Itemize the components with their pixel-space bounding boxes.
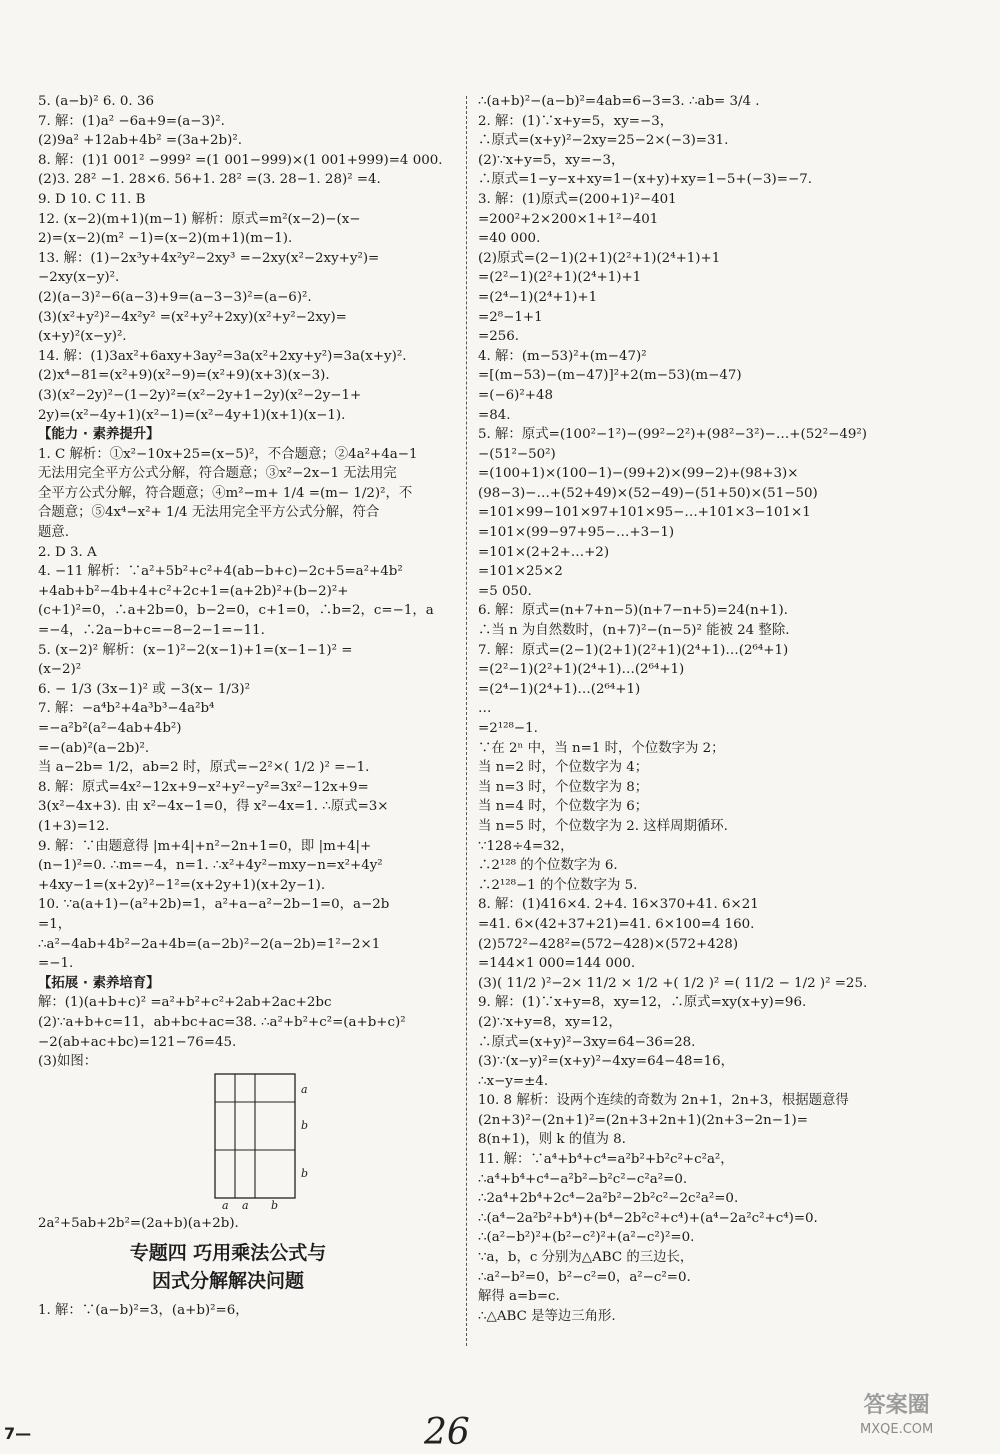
text-line: 当 n=5 时，个位数字为 2. 这样周期循环.	[478, 818, 728, 834]
text-line: 当 n=3 时，个位数字为 8；	[478, 779, 649, 795]
text-line: 8. 解：(1)1 001² −999² =(1 001−999)×(1 001+999)=4 000.	[38, 152, 443, 168]
text-line: −2xy(x−y)².	[38, 270, 120, 286]
text-line: =5 050.	[478, 583, 532, 599]
text-line: 8(n+1)，则 k 的值为 8.	[478, 1132, 626, 1148]
text-line: 12. (x−2)(m+1)(m−1) 解析：原式=m²(x−2)−(x−	[38, 211, 361, 227]
text-line: (2)∵x+y=5，xy=−3，	[478, 152, 625, 168]
text-line: (2)∵x+y=8，xy=12，	[478, 1014, 622, 1030]
text-line: 4. 解：(m−53)²+(m−47)²	[478, 348, 647, 364]
section-heading-extension: 【拓展 · 素养培育】	[38, 975, 160, 991]
text-line: (2)3. 28² −1. 28×6. 56+1. 28² =(3. 28−1. 28)² =4.	[38, 172, 381, 188]
text-line: (2)9a² +12ab+4b² =(3a+2b)².	[38, 133, 242, 149]
text-line: 合题意；⑤4x⁴−x²+ 1/4 无法用完全平方公式分解，符合	[38, 505, 380, 521]
text-line: (2)x⁴−81=(x²+9)(x²−9)=(x²+9)(x+3)(x−3).	[38, 368, 330, 384]
text-line: =84.	[478, 407, 511, 423]
text-line: =(−6)²+48	[478, 387, 554, 403]
text-line: 题意.	[38, 525, 70, 541]
text-line: 7. 解：−a⁴b²+4a³b³−4a²b⁴	[38, 701, 215, 717]
text-line: (3)如图：	[38, 1054, 98, 1070]
text-line: 6. 解：原式=(n+7+n−5)(n+7−n+5)=24(n+1).	[478, 603, 788, 619]
figure-bottom-label: b	[271, 1198, 279, 1212]
text-line: 5. 解：原式=(100²−1²)−(99²−2²)+(98²−3²)−…+(52²−49²)	[478, 427, 867, 443]
text-line: 2. D 3. A	[38, 544, 97, 560]
text-line: =40 000.	[478, 231, 541, 247]
section-heading-ability: 【能力 · 素养提升】	[38, 427, 160, 443]
text-line: 6. − 1/3 (3x−1)² 或 −3(x− 1/3)²	[38, 681, 250, 697]
text-line: ∴2¹²⁸ 的个位数字为 6.	[478, 858, 618, 874]
text-line: =(2²−1)(2²+1)(2⁴+1)+1	[478, 270, 642, 286]
text-line: ∴a⁴+b⁴+c⁴−a²b²−b²c²−c²a²=0.	[478, 1171, 688, 1187]
text-line: 9. D 10. C 11. B	[38, 191, 146, 207]
text-line: ∴(a²−b²)²+(b²−c²)²+(a²−c²)²=0.	[478, 1230, 695, 1246]
text-line: 当 n=2 时，个位数字为 4；	[478, 760, 649, 776]
left-column	[38, 92, 458, 1321]
text-line: =(2⁴−1)(2⁴+1)+1	[478, 289, 598, 305]
text-line: −(51²−50²)	[478, 446, 556, 462]
text-line: ∴(a⁴−2a²b²+b⁴)+(b⁴−2b²c²+c⁴)+(a⁴−2a²c²+c⁴)=0.	[478, 1210, 818, 1226]
text-line: (x−2)²	[38, 662, 82, 678]
text-line: ∴2¹²⁸−1 的个位数字为 5.	[478, 877, 638, 893]
text-line: …	[478, 701, 492, 717]
text-line: =2¹²⁸−1.	[478, 721, 538, 736]
text-line: =−1.	[38, 956, 74, 972]
text-line: ∵a，b，c 分别为△ABC 的三边长，	[478, 1250, 694, 1266]
text-line: (2)(a−3)²−6(a−3)+9=(a−3−3)²=(a−6)².	[38, 289, 312, 305]
text-line: (2)572²−428²=(572−428)×(572+428)	[478, 936, 739, 952]
text-line: ∴当 n 为自然数时，(n+7)²−(n−5)² 能被 24 整除.	[478, 623, 790, 639]
text-line: −2(ab+ac+bc)=121−76=45.	[38, 1034, 237, 1050]
text-line: (x+y)²(x−y)².	[38, 329, 127, 345]
text-line: ∴a²−4ab+4b²−2a+4b=(a−2b)²−2(a−2b)=1²−2×1	[38, 936, 381, 952]
text-line: 无法用完全平方公式分解，符合题意；③x²−2x−1 无法用完	[38, 466, 397, 482]
right-column	[478, 92, 968, 1326]
text-line: 1. C 解析：①x²−10x+25=(x−5)²，不合题意；②4a²+4a−1	[38, 446, 418, 462]
text-line: (n−1)²=0. ∴m=−4，n=1. ∴x²+4y²−mxy−n=x²+4y²	[38, 858, 383, 874]
text-line: 9. 解：(1)∵x+y=8，xy=12，∴原式=xy(x+y)=96.	[478, 995, 807, 1011]
text-line: 14. 解：(1)3ax²+6axy+3ay²=3a(x²+2xy+y²)=3a(x+y)².	[38, 348, 407, 364]
text-line: =256.	[478, 329, 520, 345]
text-line: =144×1 000=144 000.	[478, 956, 636, 972]
text-line: ∴原式=(x+y)²−3xy=64−36=28.	[478, 1034, 696, 1050]
text-line: +4xy−1=(x+2y)²−1²=(x+2y+1)(x+2y−1).	[38, 877, 326, 893]
text-line: ∵128÷4=32，	[478, 838, 574, 854]
text-line: =101×(2+2+…+2)	[478, 544, 610, 560]
text-line: ∴原式=(x+y)²−2xy=25−2×(−3)=31.	[478, 133, 729, 149]
text-line: 4. −11 解析：∵a²+5b²+c²+4(ab−b+c)−2c+5=a²+4b²	[38, 564, 403, 580]
figure-side-label: a	[301, 1082, 308, 1096]
watermark-logo	[860, 1394, 933, 1442]
text-line: (2)原式=(2−1)(2+1)(2²+1)(2⁴+1)+1	[478, 250, 721, 266]
text-line: 7. 解：(1)a² −6a+9=(a−3)².	[38, 113, 225, 129]
topic-title	[38, 1239, 418, 1295]
figure-side-label: b	[301, 1166, 309, 1180]
text-line: =(100+1)×(100−1)−(99+2)×(99−2)+(98+3)×	[478, 466, 799, 482]
text-line: =101×(99−97+95−…+3−1)	[478, 525, 675, 541]
text-line: =200²+2×200×1+1²−401	[478, 211, 659, 227]
text-line: 当 a−2b= 1/2，ab=2 时，原式=−2²×( 1/2 )² =−1.	[38, 760, 370, 776]
text-line: 10. 8 解析：设两个连续的奇数为 2n+1，2n+3，根据题意得	[478, 1093, 849, 1109]
watermark-url: MXQE.COM	[860, 1422, 934, 1437]
text-line: 全平方公式分解，符合题意；④m²−m+ 1/4 =(m− 1/2)²，不	[38, 485, 413, 501]
text-line: (3)(x²+y²)²−4x²y² =(x²+y²+2xy)(x²+y²−2xy)=	[38, 309, 347, 325]
rectangle-grid-drawing	[213, 1072, 343, 1214]
text-line: 2)=(x−2)(m² −1)=(x−2)(m+1)(m−1).	[38, 231, 293, 247]
page-number: 26	[424, 1412, 470, 1453]
text-line: ∴2a⁴+2b⁴+2c⁴−2a²b²−2b²c²−2c²a²=0.	[478, 1191, 739, 1207]
watermark-title: 答案圈	[863, 1393, 930, 1418]
text-line: 8. 解：(1)416×4. 2+4. 16×370+41. 6×21	[478, 897, 759, 913]
text-line: (98−3)−…+(52+49)×(52−49)−(51+50)×(51−50)	[478, 485, 818, 501]
text-line: =41. 6×(42+37+21)=41. 6×100=4 160.	[478, 916, 755, 932]
text-line: (c+1)²=0，∴a+2b=0，b−2=0，c+1=0，∴b=2，c=−1，a	[38, 603, 434, 619]
text-line: 解得 a=b=c.	[478, 1289, 560, 1305]
text-line: 7. 解：原式=(2−1)(2+1)(2²+1)(2⁴+1)…(2⁶⁴+1)	[478, 642, 789, 658]
topic-title-line-1: 专题四 巧用乘法公式与	[129, 1242, 327, 1265]
text-line: (3)( 11/2 )²−2× 11/2 × 1/2 +( 1/2 )² =( 11/2 − 1/2 )² =25.	[478, 975, 868, 991]
text-line: ∴△ABC 是等边三角形.	[478, 1308, 616, 1324]
text-line: 3. 解：(1)原式=(200+1)²−401	[478, 191, 677, 207]
text-line: =1，	[38, 916, 72, 932]
text-line: 1. 解：∵(a−b)²=3，(a+b)²=6，	[38, 1303, 249, 1319]
text-line: 5. (x−2)² 解析：(x−1)²−2(x−1)+1=(x−1−1)² =	[38, 642, 353, 658]
text-line: 9. 解：∵由题意得 |m+4|+n²−2n+1=0，即 |m+4|+	[38, 838, 372, 854]
figure-bottom-label: a	[242, 1198, 249, 1212]
text-line: 10. ∵a(a+1)−(a²+2b)=1，a²+a−a²−2b−1=0，a−2b	[38, 897, 390, 913]
text-line: 11. 解：∵a⁴+b⁴+c⁴=a²b²+b²c²+c²a²，	[478, 1152, 734, 1168]
text-line: (3)∵(x−y)²=(x+y)²−4xy=64−48=16，	[478, 1054, 735, 1070]
text-line: 5. (a−b)² 6. 0. 36	[38, 94, 154, 109]
text-line: 解：(1)(a+b+c)² =a²+b²+c²+2ab+2ac+2bc	[38, 995, 332, 1011]
text-line: ∵在 2ⁿ 中，当 n=1 时，个位数字为 2；	[478, 740, 725, 756]
text-line: (3)(x²−2y)²−(1−2y)²=(x²−2y+1−2y)(x²−2y−1+	[38, 387, 362, 403]
text-line: =101×25×2	[478, 564, 563, 580]
text-line: =−a²b²(a²−4ab+4b²)	[38, 721, 182, 736]
text-line: (2n+3)²−(2n+1)²=(2n+3+2n+1)(2n+3−2n−1)=	[478, 1112, 808, 1128]
text-line: =101×99−101×97+101×95−…+101×3−101×1	[478, 505, 811, 521]
text-line: 2a²+5ab+2b²=(2a+b)(a+2b).	[38, 1215, 239, 1231]
text-line: 2. 解：(1)∵x+y=5，xy=−3，	[478, 113, 674, 129]
column-divider	[466, 96, 467, 1346]
text-line: =(2²−1)(2²+1)(2⁴+1)…(2⁶⁴+1)	[478, 662, 685, 678]
text-line: 当 n=4 时，个位数字为 6；	[478, 799, 649, 815]
text-line: 8. 解：原式=4x²−12x+9−x²+y²−y²=3x²−12x+9=	[38, 779, 369, 795]
text-line: =−(ab)²(a−2b)².	[38, 740, 150, 756]
text-line: =(2⁴−1)(2⁴+1)…(2⁶⁴+1)	[478, 681, 641, 697]
topic-title-line-2: 因式分解解决问题	[151, 1270, 304, 1293]
text-line: ∴原式=1−y−x+xy=1−(x+y)+xy=1−5+(−3)=−7.	[478, 172, 812, 188]
figure-bottom-label: a	[222, 1198, 229, 1212]
rectangle-figure	[213, 1072, 343, 1214]
text-line: 13. 解：(1)−2x³y+4x²y²−2xy³ =−2xy(x²−2xy+y²)=	[38, 250, 380, 266]
text-line: (1+3)=12.	[38, 818, 110, 834]
text-line: ∴a²−b²=0，b²−c²=0，a²−c²=0.	[478, 1269, 691, 1285]
corner-page-mark: 7—	[4, 1424, 32, 1443]
text-line: ∴(a+b)²−(a−b)²=4ab=6−3=3. ∴ab= 3/4 .	[478, 94, 760, 109]
text-line: (2)∵a+b+c=11，ab+bc+ac=38. ∴a²+b²+c²=(a+b+c)²	[38, 1014, 406, 1030]
text-line: ∴x−y=±4.	[478, 1073, 549, 1089]
text-line: +4ab+b²−4b+4+c²+2c+1=(a+2b)²+(b−2)²+	[38, 583, 349, 599]
text-line: =[(m−53)−(m−47)]²+2(m−53)(m−47)	[478, 368, 742, 384]
text-line: 3(x²−4x+3). 由 x²−4x−1=0，得 x²−4x=1. ∴原式=3×	[38, 799, 389, 815]
text-line: 2y)=(x²−4y+1)(x²−1)=(x²−4y+1)(x+1)(x−1).	[38, 407, 346, 423]
text-line: =2⁸−1+1	[478, 309, 543, 325]
figure-side-label: b	[301, 1118, 309, 1132]
text-line: =−4，∴2a−b+c=−8−2−1=−11.	[38, 623, 265, 639]
